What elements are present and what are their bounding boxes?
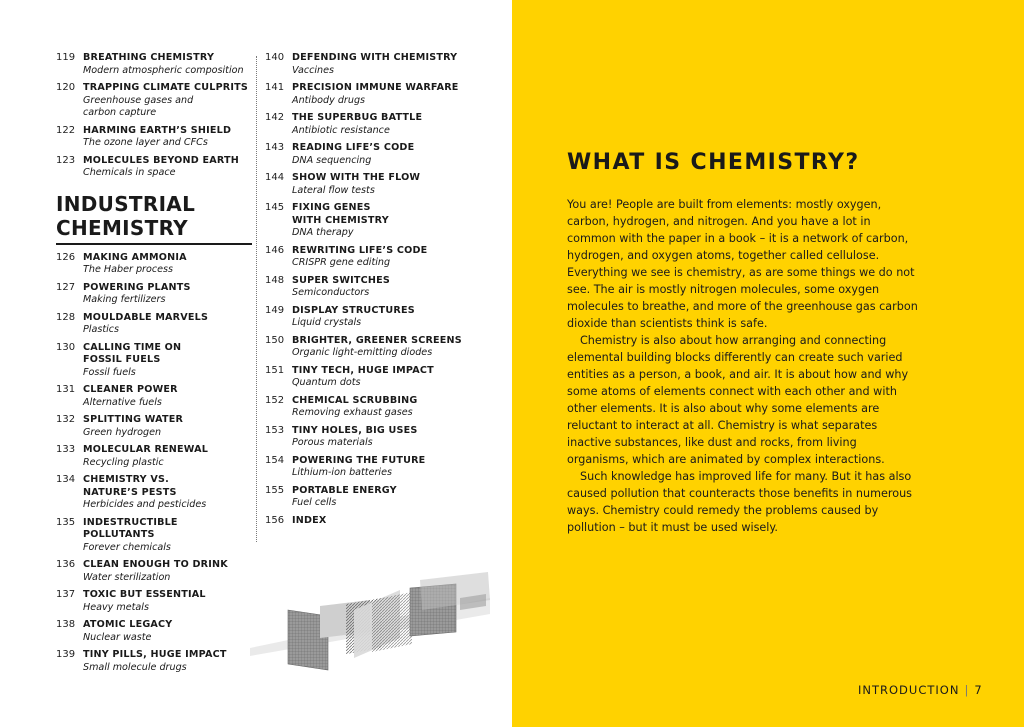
entry-title: MOULDABLE MARVELS (83, 311, 209, 323)
entry-text (292, 455, 475, 480)
entry-page-number: 155 (265, 484, 285, 496)
entry-subtitle: Herbicides and pesticides (83, 499, 207, 510)
entry-text (292, 52, 475, 77)
entry-subtitle: Antibody drugs (292, 94, 366, 106)
entry-text (83, 82, 252, 120)
footer-section-label: INTRODUCTION (858, 683, 960, 697)
entry-subtitle: Making fertilizers (83, 294, 166, 305)
entry-subtitle: Chemicals in space (83, 167, 176, 178)
contents-entry (56, 649, 252, 674)
entry-title: INDEX (292, 514, 327, 526)
entry-page-number: 127 (56, 281, 76, 293)
page-title: WHAT IS CHEMISTRY? (567, 150, 860, 175)
contents-entry (265, 245, 475, 270)
entry-page-number: 122 (56, 124, 76, 136)
page-footer (858, 683, 983, 697)
contents-entry (56, 52, 252, 77)
entry-subtitle: Heavy metals (83, 601, 149, 613)
entry-text (292, 515, 475, 528)
entry-text (83, 589, 252, 614)
contents-entry (265, 365, 475, 390)
entry-text (83, 559, 252, 584)
entry-page-number: 141 (265, 82, 285, 93)
contents-entry (265, 172, 475, 197)
entry-text (83, 444, 252, 469)
entry-text (83, 384, 252, 409)
entry-title: PORTABLE ENERGY (292, 484, 397, 496)
entry-page-number: 134 (56, 474, 76, 485)
entry-subtitle: Small molecule drugs (83, 661, 187, 673)
entry-title: CALLING TIME ON FOSSIL FUELS (83, 341, 182, 365)
entry-title: POWERING PLANTS (83, 281, 191, 293)
entry-text (83, 619, 252, 644)
contents-entry (56, 125, 252, 150)
entry-text (292, 202, 475, 240)
contents-entry (56, 414, 252, 439)
entry-title: MOLECULES BEYOND EARTH (83, 154, 239, 166)
entry-page-number: 156 (265, 514, 285, 526)
entry-subtitle: Fuel cells (292, 497, 337, 508)
entry-text (83, 342, 252, 380)
contents-entry (265, 142, 475, 167)
entry-subtitle: Porous materials (292, 437, 373, 448)
entry-page-number: 138 (56, 619, 76, 630)
contents-list-bottom (56, 252, 252, 675)
contents-entry (265, 202, 475, 240)
entry-text (83, 474, 252, 512)
entry-subtitle: Modern atmospheric composition (83, 64, 244, 76)
entry-subtitle: Greenhouse gases and carbon capture (83, 94, 194, 118)
entry-text (292, 485, 475, 510)
entry-title: REWRITING LIFE’S CODE (292, 244, 428, 256)
entry-text (292, 335, 475, 360)
entry-title: ATOMIC LEGACY (83, 619, 173, 630)
entry-subtitle: Forever chemicals (83, 541, 171, 553)
entry-subtitle: Semiconductors (292, 287, 370, 298)
entry-subtitle: Water sterilization (83, 571, 171, 583)
entry-subtitle: Plastics (83, 324, 120, 335)
entry-subtitle: Nuclear waste (83, 631, 152, 643)
contents-entry (56, 82, 252, 120)
entry-title: POWERING THE FUTURE (292, 454, 426, 466)
entry-page-number: 140 (265, 52, 285, 63)
contents-entry (265, 112, 475, 137)
entry-page-number: 139 (56, 649, 76, 660)
contents-list-top (56, 52, 252, 180)
entry-text (83, 649, 252, 674)
light-beam-panels-illustration (250, 570, 490, 680)
entry-text (292, 395, 475, 420)
entry-subtitle: Organic light-emitting diodes (292, 347, 433, 358)
entry-subtitle: CRISPR gene editing (292, 257, 391, 268)
contents-entry (56, 252, 252, 277)
entry-page-number: 128 (56, 311, 76, 323)
contents-entry (265, 275, 475, 300)
contents-column-left (56, 52, 252, 679)
contents-entry (265, 395, 475, 420)
entry-title: READING LIFE’S CODE (292, 142, 415, 153)
entry-title: FIXING GENES WITH CHEMISTRY (292, 202, 389, 226)
entry-title: PRECISION IMMUNE WARFARE (292, 82, 459, 93)
entry-title: CHEMICAL SCRUBBING (292, 394, 418, 406)
entry-text (292, 425, 475, 450)
entry-page-number: 136 (56, 559, 76, 570)
entry-text (292, 172, 475, 197)
entry-page-number: 131 (56, 384, 76, 395)
contents-entry (56, 589, 252, 614)
entry-text (83, 125, 252, 150)
contents-entry (265, 455, 475, 480)
contents-entry (56, 619, 252, 644)
entry-subtitle: Fossil fuels (83, 366, 136, 378)
contents-entry (56, 559, 252, 584)
page-number: 7 (974, 683, 983, 697)
entry-page-number: 145 (265, 202, 285, 213)
contents-entry (265, 82, 475, 107)
entry-subtitle: DNA sequencing (292, 154, 372, 166)
entry-title: HARMING EARTH’S SHIELD (83, 124, 232, 136)
entry-title: SHOW WITH THE FLOW (292, 172, 421, 183)
contents-column-right (265, 52, 475, 532)
entry-text (83, 252, 252, 277)
contents-entry (56, 282, 252, 307)
entry-subtitle: Removing exhaust gases (292, 407, 413, 418)
entry-title: SPLITTING WATER (83, 414, 184, 425)
entry-text (292, 275, 475, 300)
contents-entry (265, 425, 475, 450)
contents-entry (265, 485, 475, 510)
entry-text (292, 305, 475, 330)
entry-title: CLEAN ENOUGH TO DRINK (83, 559, 228, 570)
entry-title: TINY PILLS, HUGE IMPACT (83, 649, 227, 660)
entry-text (83, 52, 252, 77)
entry-subtitle: Lateral flow tests (292, 184, 375, 196)
entry-page-number: 154 (265, 454, 285, 466)
entry-text (292, 142, 475, 167)
entry-text (292, 112, 475, 137)
entry-title: BREATHING CHEMISTRY (83, 52, 215, 63)
entry-page-number: 135 (56, 516, 76, 528)
entry-page-number: 142 (265, 112, 285, 123)
entry-page-number: 148 (265, 274, 285, 286)
entry-title: MAKING AMMONIA (83, 251, 187, 263)
contents-entry (265, 515, 475, 528)
entry-title: TINY HOLES, BIG USES (292, 424, 418, 436)
entry-text (83, 282, 252, 307)
contents-entry (56, 342, 252, 380)
entry-page-number: 119 (56, 52, 76, 63)
entry-subtitle: DNA therapy (292, 227, 354, 238)
entry-title: DISPLAY STRUCTURES (292, 304, 415, 316)
contents-list-right (265, 52, 475, 527)
entry-title: MOLECULAR RENEWAL (83, 444, 209, 455)
entry-text (83, 155, 252, 180)
entry-title: SUPER SWITCHES (292, 274, 390, 286)
intro-paragraph: Chemistry is also about how arranging and connecting elemental building blocks differently can create such varied entities as a person, a book, and air. It is about how and why some atoms of elements connect with each other and with other elements. It is also about why some elements are reluctant to interact at all. Chemistry is what separates inactive substances, like dust and rocks, from living organisms, which are animated by complex interactions. (567, 334, 909, 466)
entry-title: BRIGHTER, GREENER SCREENS (292, 334, 462, 346)
entry-title: CHEMISTRY VS. NATURE’S PESTS (83, 474, 177, 498)
entry-subtitle: The ozone layer and CFCs (83, 137, 208, 148)
contents-entry (265, 335, 475, 360)
entry-title: CLEANER POWER (83, 384, 178, 395)
entry-title: DEFENDING WITH CHEMISTRY (292, 52, 458, 63)
entry-page-number: 133 (56, 444, 76, 455)
entry-text (292, 245, 475, 270)
intro-body-text (567, 196, 919, 536)
entry-page-number: 146 (265, 244, 285, 256)
entry-title: THE SUPERBUG BATTLE (292, 112, 423, 123)
entry-page-number: 149 (265, 304, 285, 316)
contents-entry (265, 52, 475, 77)
entry-title: INDESTRUCTIBLE POLLUTANTS (83, 516, 178, 540)
entry-page-number: 123 (56, 154, 76, 166)
entry-page-number: 130 (56, 341, 76, 353)
entry-subtitle: Antibiotic resistance (292, 124, 390, 136)
entry-subtitle: Liquid crystals (292, 317, 362, 328)
intro-paragraph: You are! People are built from elements: mostly oxygen, carbon, hydrogen, and nitrogen. And you have a lot in common with the paper in a book – it is a network of carbon, hydrogen, and oxygen atoms, together called cellulose. Everything we see is chemistry, as are some things we do not see. The air is mostly nitrogen molecules, some oxygen molecules to breathe, and more of the greenhouse gas carbon dioxide than scientists think is safe. (567, 198, 918, 330)
contents-entry (56, 384, 252, 409)
contents-entry (56, 444, 252, 469)
entry-subtitle: Quantum dots (292, 377, 361, 388)
footer-separator: | (964, 683, 970, 697)
entry-subtitle: Green hydrogen (83, 426, 162, 438)
entry-text (83, 414, 252, 439)
contents-entry (56, 474, 252, 512)
entry-page-number: 151 (265, 364, 285, 376)
entry-title: TINY TECH, HUGE IMPACT (292, 364, 434, 376)
entry-page-number: 150 (265, 334, 285, 346)
entry-page-number: 126 (56, 251, 76, 263)
entry-subtitle: Vaccines (292, 64, 335, 76)
entry-title: TOXIC BUT ESSENTIAL (83, 589, 206, 600)
entry-subtitle: Alternative fuels (83, 396, 162, 408)
entry-page-number: 143 (265, 142, 285, 153)
entry-page-number: 120 (56, 82, 76, 93)
entry-subtitle: The Haber process (83, 264, 174, 275)
contents-entry (56, 155, 252, 180)
entry-subtitle: Recycling plastic (83, 456, 164, 468)
column-divider (256, 56, 257, 542)
intro-paragraph: Such knowledge has improved life for many. But it has also caused pollution that counteracts those benefits in numerous ways. Chemistry could remedy the problems caused by pollution – but it must be used wisely. (567, 470, 913, 534)
entry-page-number: 137 (56, 589, 76, 600)
entry-title: TRAPPING CLIMATE CULPRITS (83, 82, 249, 93)
entry-page-number: 153 (265, 424, 285, 436)
entry-text (83, 517, 252, 555)
entry-page-number: 132 (56, 414, 76, 425)
entry-page-number: 152 (265, 394, 285, 406)
entry-page-number: 144 (265, 172, 285, 183)
entry-subtitle: Lithium-ion batteries (292, 467, 392, 478)
entry-text (292, 365, 475, 390)
contents-entry (265, 305, 475, 330)
contents-entry (56, 312, 252, 337)
section-heading: INDUSTRIAL CHEMISTRY (56, 192, 252, 245)
contents-entry (56, 517, 252, 555)
entry-text (292, 82, 475, 107)
entry-text (83, 312, 252, 337)
